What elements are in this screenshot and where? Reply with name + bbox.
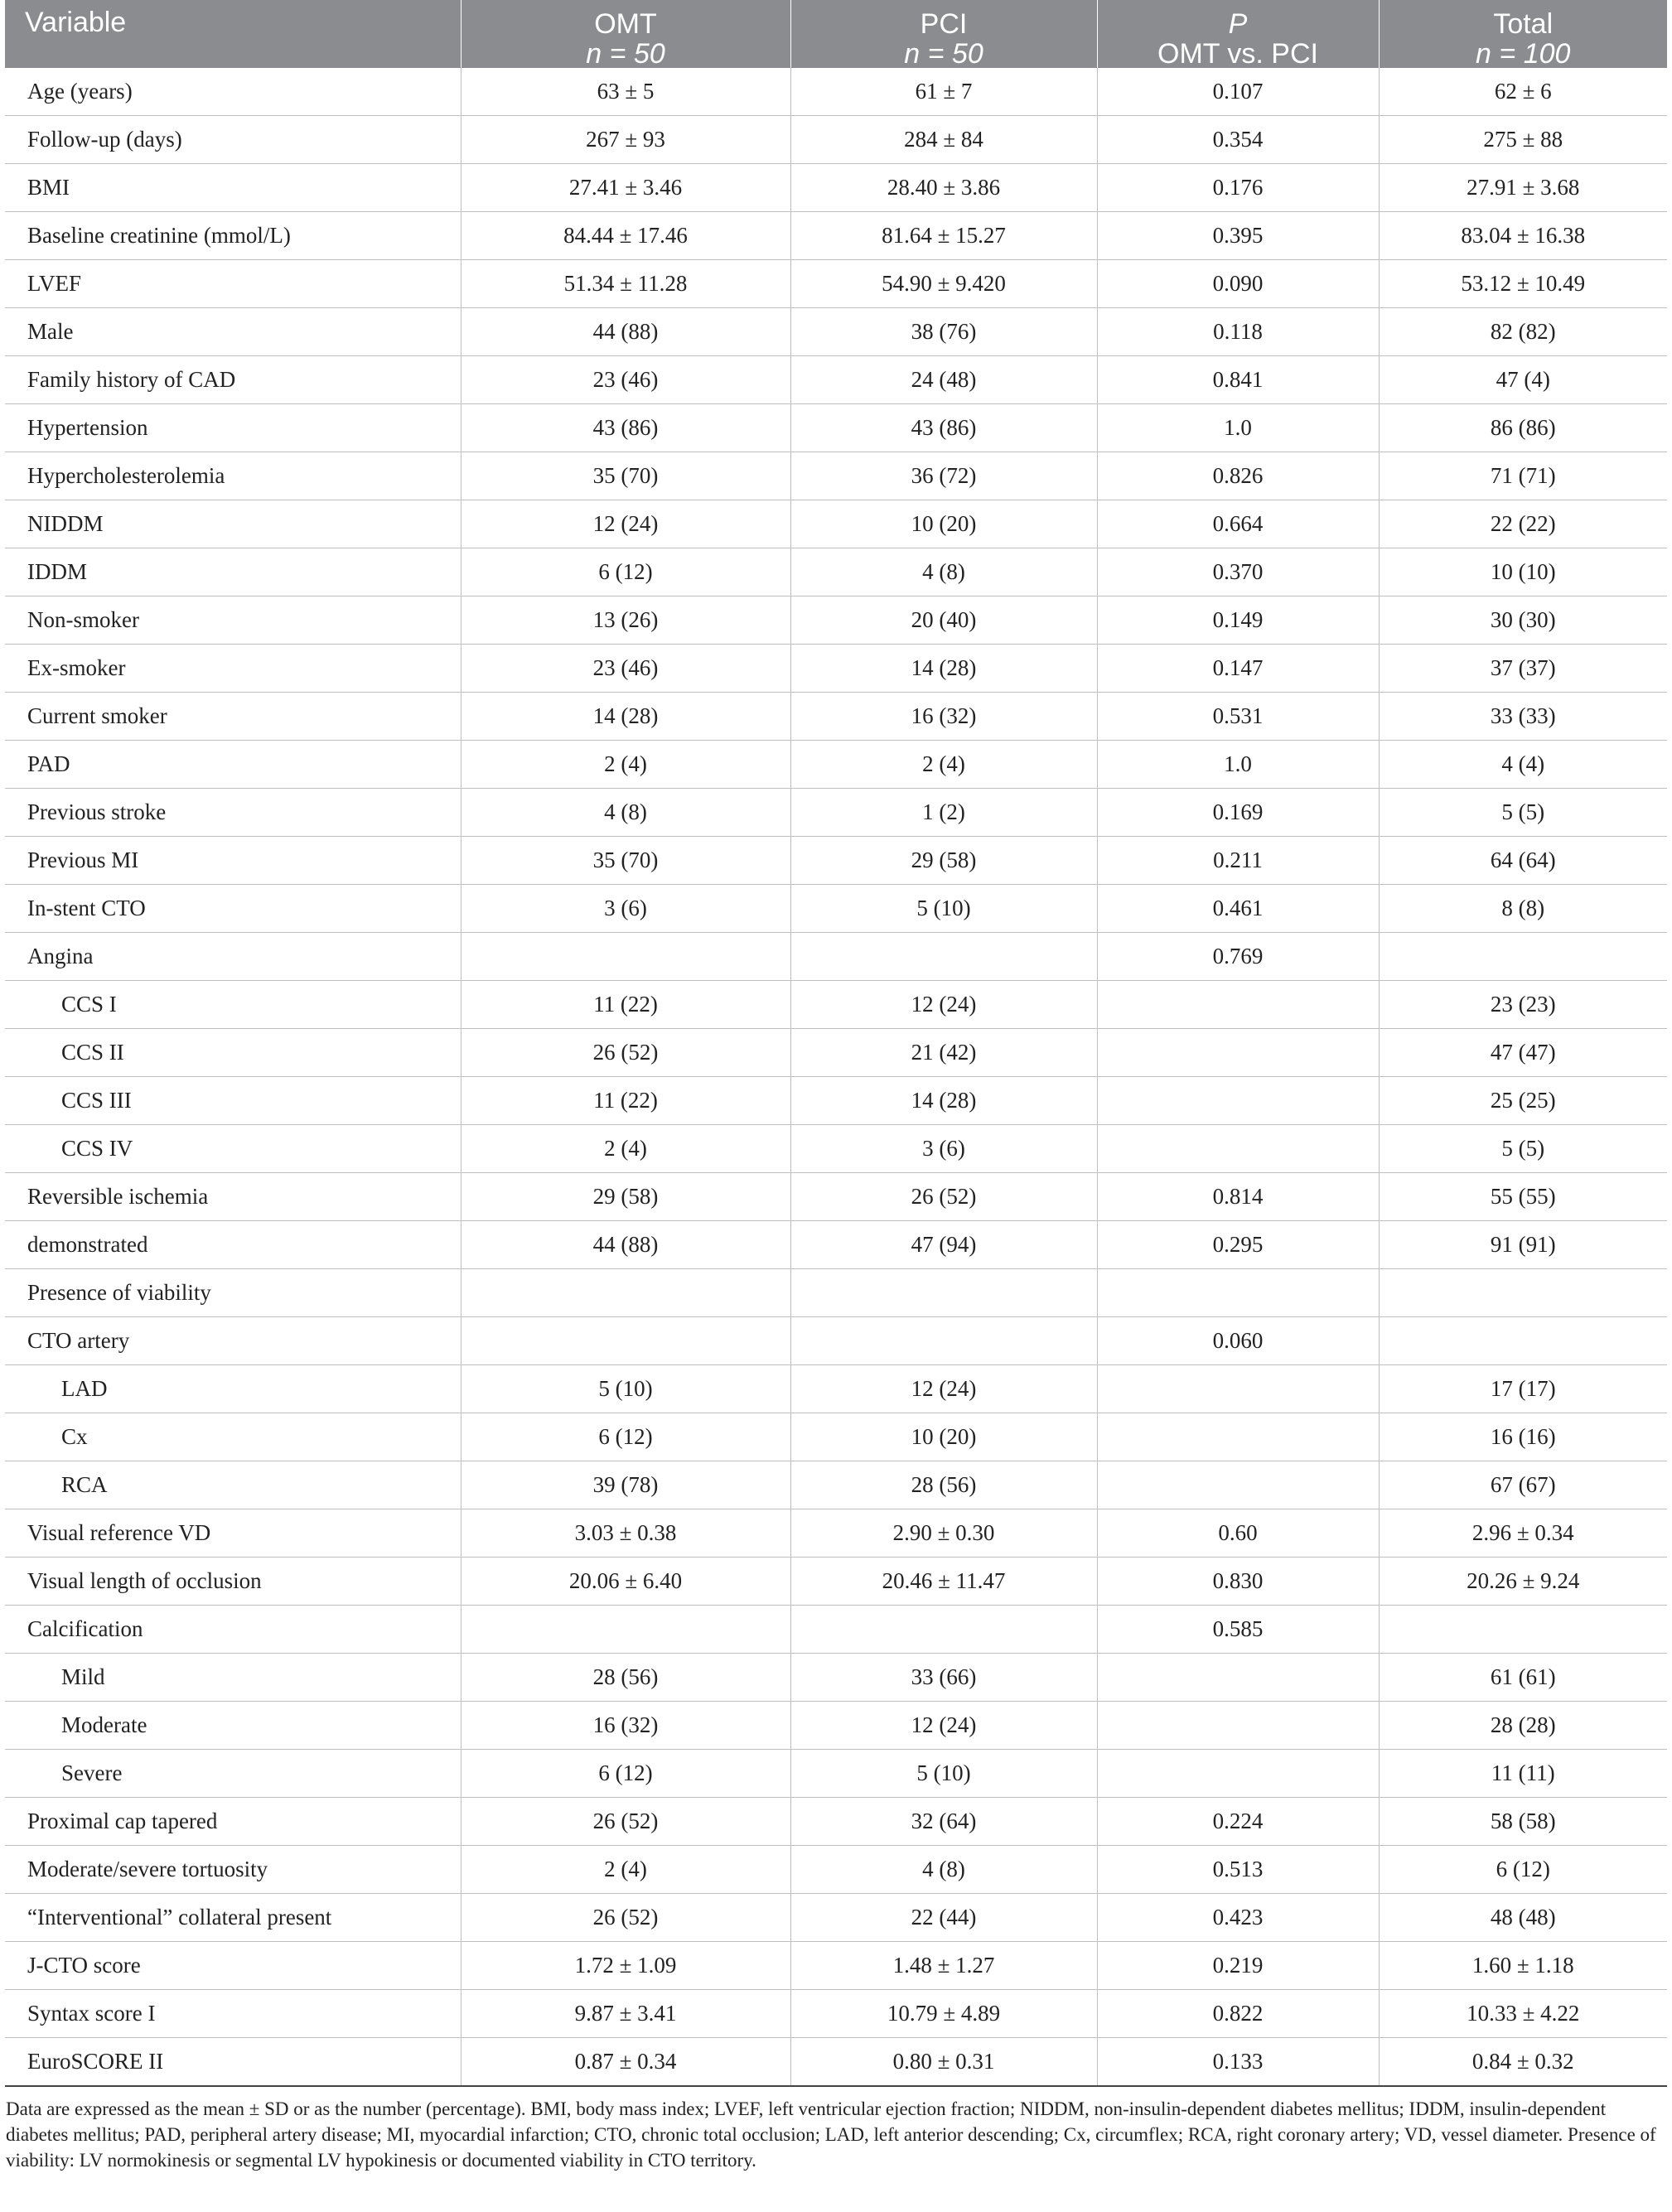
cell-total: 22 (22) <box>1379 500 1667 548</box>
table-row <box>5 885 1667 933</box>
cell-p <box>1097 981 1379 1029</box>
cell-p: 0.224 <box>1097 1798 1379 1846</box>
row-label: CTO artery <box>5 1317 461 1365</box>
cell-total <box>1379 933 1667 981</box>
cell-omt: 26 (52) <box>461 1798 790 1846</box>
cell-total: 275 ± 88 <box>1379 116 1667 164</box>
cell-total: 6 (12) <box>1379 1846 1667 1894</box>
table-row <box>5 1942 1667 1990</box>
row-label: Hypertension <box>5 404 461 452</box>
cell-p: 0.147 <box>1097 645 1379 693</box>
cell-omt: 14 (28) <box>461 693 790 741</box>
cell-total: 10 (10) <box>1379 548 1667 596</box>
cell-p: 0.60 <box>1097 1509 1379 1558</box>
table-row <box>5 1365 1667 1413</box>
table-footnote: Data are expressed as the mean ± SD or as the number (percentage). BMI, body mass index; LVEF, left ventricular ejection fraction; NIDDM, non-insulin-dependent diabetes mellitus; IDDM, insulin-dependent diabetes mellitus; PAD, peripheral artery disease; MI, myocardial infarction; CTO, chronic total occlusion; LAD, left anterior descending; Cx, circumflex; RCA, right coronary artery; VD, vessel diameter. Presence of viability: LV normokinesis or segmental LV hypokinesis or documented viability in CTO territory. <box>6 2099 1656 2171</box>
header-total-n: n = 100 <box>1476 38 1571 70</box>
row-label: RCA <box>5 1461 461 1509</box>
row-label: J-CTO score <box>5 1942 461 1990</box>
cell-pci: 61 ± 7 <box>790 68 1097 116</box>
header-pci-n: n = 50 <box>904 38 983 70</box>
table-row <box>5 1558 1667 1606</box>
row-label: Current smoker <box>5 693 461 741</box>
cell-pci: 1.48 ± 1.27 <box>790 1942 1097 1990</box>
cell-omt: 26 (52) <box>461 1894 790 1942</box>
cell-omt <box>461 1269 790 1317</box>
cell-pci: 36 (72) <box>790 452 1097 500</box>
table-row <box>5 260 1667 308</box>
cell-total: 83.04 ± 16.38 <box>1379 212 1667 260</box>
cell-omt: 11 (22) <box>461 1077 790 1125</box>
cell-p: 0.395 <box>1097 212 1379 260</box>
header-row <box>5 0 1667 68</box>
cell-total: 61 (61) <box>1379 1654 1667 1702</box>
cell-omt: 6 (12) <box>461 1413 790 1461</box>
cell-omt: 9.87 ± 3.41 <box>461 1990 790 2038</box>
cell-omt: 44 (88) <box>461 308 790 356</box>
row-label: Age (years) <box>5 68 461 116</box>
cell-omt <box>461 1317 790 1365</box>
cell-total: 47 (4) <box>1379 356 1667 404</box>
cell-pci: 28.40 ± 3.86 <box>790 164 1097 212</box>
cell-p: 0.219 <box>1097 1942 1379 1990</box>
cell-p: 0.461 <box>1097 885 1379 933</box>
cell-p <box>1097 1125 1379 1173</box>
row-label: BMI <box>5 164 461 212</box>
header-omt <box>461 0 790 68</box>
table-row <box>5 548 1667 596</box>
table-row <box>5 1846 1667 1894</box>
cell-pci: 5 (10) <box>790 885 1097 933</box>
cell-omt: 13 (26) <box>461 596 790 645</box>
cell-total: 5 (5) <box>1379 789 1667 837</box>
cell-p: 0.370 <box>1097 548 1379 596</box>
cell-total: 48 (48) <box>1379 1894 1667 1942</box>
cell-total: 55 (55) <box>1379 1173 1667 1221</box>
cell-total: 5 (5) <box>1379 1125 1667 1173</box>
row-label: Calcification <box>5 1606 461 1654</box>
cell-pci: 4 (8) <box>790 1846 1097 1894</box>
cell-omt: 5 (10) <box>461 1365 790 1413</box>
cell-p: 0.531 <box>1097 693 1379 741</box>
table-row <box>5 1029 1667 1077</box>
row-label: demonstrated <box>5 1221 461 1269</box>
cell-p: 0.090 <box>1097 260 1379 308</box>
header-pci <box>790 0 1097 68</box>
table-row <box>5 1413 1667 1461</box>
cell-pci: 33 (66) <box>790 1654 1097 1702</box>
cell-p: 0.841 <box>1097 356 1379 404</box>
cell-total: 23 (23) <box>1379 981 1667 1029</box>
cell-omt: 44 (88) <box>461 1221 790 1269</box>
cell-total: 53.12 ± 10.49 <box>1379 260 1667 308</box>
row-label: PAD <box>5 741 461 789</box>
table-row <box>5 693 1667 741</box>
row-label: Proximal cap tapered <box>5 1798 461 1846</box>
cell-total: 91 (91) <box>1379 1221 1667 1269</box>
table-row <box>5 404 1667 452</box>
table-row <box>5 68 1667 116</box>
table-row <box>5 212 1667 260</box>
cell-pci: 2.90 ± 0.30 <box>790 1509 1097 1558</box>
cell-omt: 16 (32) <box>461 1702 790 1750</box>
cell-pci: 0.80 ± 0.31 <box>790 2038 1097 2087</box>
cell-omt <box>461 933 790 981</box>
cell-p <box>1097 1269 1379 1317</box>
cell-p: 0.169 <box>1097 789 1379 837</box>
cell-omt: 6 (12) <box>461 1750 790 1798</box>
cell-p: 0.107 <box>1097 68 1379 116</box>
cell-omt: 3 (6) <box>461 885 790 933</box>
cell-p: 0.118 <box>1097 308 1379 356</box>
cell-omt: 267 ± 93 <box>461 116 790 164</box>
cell-omt: 23 (46) <box>461 645 790 693</box>
row-label: Visual reference VD <box>5 1509 461 1558</box>
cell-total: 4 (4) <box>1379 741 1667 789</box>
cell-pci: 26 (52) <box>790 1173 1097 1221</box>
row-label: Male <box>5 308 461 356</box>
cell-pci: 3 (6) <box>790 1125 1097 1173</box>
cell-pci <box>790 1317 1097 1365</box>
table-row <box>5 1606 1667 1654</box>
row-label: Moderate <box>5 1702 461 1750</box>
cell-omt: 2 (4) <box>461 1846 790 1894</box>
table-row <box>5 1894 1667 1942</box>
cell-omt: 63 ± 5 <box>461 68 790 116</box>
cell-pci: 24 (48) <box>790 356 1097 404</box>
cell-total: 2.96 ± 0.34 <box>1379 1509 1667 1558</box>
cell-pci: 12 (24) <box>790 1365 1097 1413</box>
cell-pci: 81.64 ± 15.27 <box>790 212 1097 260</box>
row-label: LVEF <box>5 260 461 308</box>
row-label: CCS III <box>5 1077 461 1125</box>
table-row <box>5 1509 1667 1558</box>
row-label: In-stent CTO <box>5 885 461 933</box>
header-variable-label: Variable <box>25 7 127 38</box>
row-label: Syntax score I <box>5 1990 461 2038</box>
cell-p <box>1097 1461 1379 1509</box>
cell-omt: 1.72 ± 1.09 <box>461 1942 790 1990</box>
cell-total: 67 (67) <box>1379 1461 1667 1509</box>
cell-omt: 3.03 ± 0.38 <box>461 1509 790 1558</box>
row-label: Hypercholesterolemia <box>5 452 461 500</box>
table-row <box>5 645 1667 693</box>
table-row <box>5 116 1667 164</box>
cell-pci: 16 (32) <box>790 693 1097 741</box>
table-row <box>5 1750 1667 1798</box>
cell-omt: 0.87 ± 0.34 <box>461 2038 790 2087</box>
cell-omt: 51.34 ± 11.28 <box>461 260 790 308</box>
cell-p: 0.830 <box>1097 1558 1379 1606</box>
cell-p: 0.585 <box>1097 1606 1379 1654</box>
cell-omt: 4 (8) <box>461 789 790 837</box>
cell-omt: 84.44 ± 17.46 <box>461 212 790 260</box>
cell-omt: 2 (4) <box>461 1125 790 1173</box>
row-label: Reversible ischemia <box>5 1173 461 1221</box>
cell-omt: 29 (58) <box>461 1173 790 1221</box>
cell-omt: 12 (24) <box>461 500 790 548</box>
cell-total: 33 (33) <box>1379 693 1667 741</box>
cell-total: 0.84 ± 0.32 <box>1379 2038 1667 2087</box>
cell-omt <box>461 1606 790 1654</box>
cell-omt: 27.41 ± 3.46 <box>461 164 790 212</box>
cell-p: 0.822 <box>1097 1990 1379 2038</box>
cell-total: 37 (37) <box>1379 645 1667 693</box>
cell-total: 16 (16) <box>1379 1413 1667 1461</box>
cell-pci: 54.90 ± 9.420 <box>790 260 1097 308</box>
table-row <box>5 1173 1667 1221</box>
cell-total <box>1379 1606 1667 1654</box>
cell-p: 0.423 <box>1097 1894 1379 1942</box>
table-row <box>5 1221 1667 1269</box>
header-total <box>1379 0 1667 68</box>
cell-omt: 43 (86) <box>461 404 790 452</box>
header-p-value <box>1097 0 1379 68</box>
cell-pci: 38 (76) <box>790 308 1097 356</box>
cell-total: 30 (30) <box>1379 596 1667 645</box>
row-label: Cx <box>5 1413 461 1461</box>
cell-omt: 20.06 ± 6.40 <box>461 1558 790 1606</box>
cell-total <box>1379 1269 1667 1317</box>
table-row <box>5 1077 1667 1125</box>
cell-pci: 14 (28) <box>790 1077 1097 1125</box>
cell-p: 0.664 <box>1097 500 1379 548</box>
cell-omt: 35 (70) <box>461 452 790 500</box>
cell-total <box>1379 1317 1667 1365</box>
cell-p: 0.149 <box>1097 596 1379 645</box>
cell-total: 25 (25) <box>1379 1077 1667 1125</box>
cell-p: 1.0 <box>1097 741 1379 789</box>
row-label: CCS IV <box>5 1125 461 1173</box>
cell-pci: 10 (20) <box>790 1413 1097 1461</box>
row-label: Previous MI <box>5 837 461 885</box>
cell-pci: 43 (86) <box>790 404 1097 452</box>
cell-total: 17 (17) <box>1379 1365 1667 1413</box>
cell-pci: 20.46 ± 11.47 <box>790 1558 1097 1606</box>
row-label: Previous stroke <box>5 789 461 837</box>
cell-p <box>1097 1413 1379 1461</box>
table-row <box>5 1798 1667 1846</box>
table-row <box>5 1990 1667 2038</box>
cell-omt: 6 (12) <box>461 548 790 596</box>
cell-p <box>1097 1702 1379 1750</box>
row-label: “Interventional” collateral present <box>5 1894 461 1942</box>
table-row <box>5 789 1667 837</box>
row-label: Visual length of occlusion <box>5 1558 461 1606</box>
cell-total: 28 (28) <box>1379 1702 1667 1750</box>
cell-p <box>1097 1750 1379 1798</box>
cell-omt: 11 (22) <box>461 981 790 1029</box>
cell-p: 0.176 <box>1097 164 1379 212</box>
cell-pci: 12 (24) <box>790 1702 1097 1750</box>
header-p-label: P <box>1228 8 1248 40</box>
cell-p: 0.060 <box>1097 1317 1379 1365</box>
row-label: Ex-smoker <box>5 645 461 693</box>
table-row <box>5 452 1667 500</box>
cell-total: 27.91 ± 3.68 <box>1379 164 1667 212</box>
cell-omt: 39 (78) <box>461 1461 790 1509</box>
header-pci-label: PCI <box>920 8 968 40</box>
cell-p <box>1097 1029 1379 1077</box>
cell-total: 82 (82) <box>1379 308 1667 356</box>
header-p-comparison: OMT vs. PCI <box>1157 38 1318 70</box>
cell-omt: 2 (4) <box>461 741 790 789</box>
cell-p: 0.826 <box>1097 452 1379 500</box>
table-row <box>5 837 1667 885</box>
row-label: Angina <box>5 933 461 981</box>
row-label: IDDM <box>5 548 461 596</box>
row-label: Severe <box>5 1750 461 1798</box>
cell-pci: 22 (44) <box>790 1894 1097 1942</box>
cell-pci: 10.79 ± 4.89 <box>790 1990 1097 2038</box>
cell-pci: 1 (2) <box>790 789 1097 837</box>
cell-pci <box>790 1606 1097 1654</box>
table-row <box>5 164 1667 212</box>
table-row <box>5 2038 1667 2087</box>
cell-total: 64 (64) <box>1379 837 1667 885</box>
table-row <box>5 1317 1667 1365</box>
table-row <box>5 1125 1667 1173</box>
table-row <box>5 741 1667 789</box>
row-label: Presence of viability <box>5 1269 461 1317</box>
row-label: Non-smoker <box>5 596 461 645</box>
row-label: LAD <box>5 1365 461 1413</box>
cell-p: 0.513 <box>1097 1846 1379 1894</box>
cell-omt: 35 (70) <box>461 837 790 885</box>
cell-pci: 21 (42) <box>790 1029 1097 1077</box>
table-row <box>5 596 1667 645</box>
cell-total: 20.26 ± 9.24 <box>1379 1558 1667 1606</box>
cell-total: 1.60 ± 1.18 <box>1379 1942 1667 1990</box>
table-row <box>5 981 1667 1029</box>
cell-total: 58 (58) <box>1379 1798 1667 1846</box>
cell-total: 71 (71) <box>1379 452 1667 500</box>
cell-p <box>1097 1365 1379 1413</box>
cell-omt: 28 (56) <box>461 1654 790 1702</box>
table-row <box>5 308 1667 356</box>
table-row <box>5 1461 1667 1509</box>
cell-pci: 5 (10) <box>790 1750 1097 1798</box>
row-label: Baseline creatinine (mmol/L) <box>5 212 461 260</box>
cell-p: 0.133 <box>1097 2038 1379 2087</box>
cell-pci: 47 (94) <box>790 1221 1097 1269</box>
cell-p <box>1097 1654 1379 1702</box>
cell-omt: 23 (46) <box>461 356 790 404</box>
cell-pci: 10 (20) <box>790 500 1097 548</box>
cell-total: 10.33 ± 4.22 <box>1379 1990 1667 2038</box>
baseline-characteristics-table <box>5 0 1667 2087</box>
cell-p: 1.0 <box>1097 404 1379 452</box>
table-row <box>5 500 1667 548</box>
cell-pci <box>790 933 1097 981</box>
header-variable <box>5 0 461 68</box>
row-label: Moderate/severe tortuosity <box>5 1846 461 1894</box>
table-document <box>5 0 1667 2173</box>
cell-pci <box>790 1269 1097 1317</box>
cell-total: 86 (86) <box>1379 404 1667 452</box>
table-row <box>5 933 1667 981</box>
row-label: Mild <box>5 1654 461 1702</box>
cell-p: 0.295 <box>1097 1221 1379 1269</box>
cell-total: 8 (8) <box>1379 885 1667 933</box>
cell-pci: 32 (64) <box>790 1798 1097 1846</box>
row-label: NIDDM <box>5 500 461 548</box>
row-label: CCS II <box>5 1029 461 1077</box>
cell-p: 0.814 <box>1097 1173 1379 1221</box>
table-row <box>5 1269 1667 1317</box>
cell-pci: 284 ± 84 <box>790 116 1097 164</box>
table-header <box>5 0 1667 68</box>
table-row <box>5 1702 1667 1750</box>
header-omt-n: n = 50 <box>586 38 665 70</box>
cell-p: 0.769 <box>1097 933 1379 981</box>
cell-pci: 14 (28) <box>790 645 1097 693</box>
cell-pci: 2 (4) <box>790 741 1097 789</box>
row-label: Follow-up (days) <box>5 116 461 164</box>
cell-total: 47 (47) <box>1379 1029 1667 1077</box>
cell-pci: 29 (58) <box>790 837 1097 885</box>
cell-pci: 28 (56) <box>790 1461 1097 1509</box>
row-label: Family history of CAD <box>5 356 461 404</box>
table-row <box>5 1654 1667 1702</box>
cell-total: 62 ± 6 <box>1379 68 1667 116</box>
cell-total: 11 (11) <box>1379 1750 1667 1798</box>
row-label: CCS I <box>5 981 461 1029</box>
row-label: EuroSCORE II <box>5 2038 461 2087</box>
cell-pci: 12 (24) <box>790 981 1097 1029</box>
table-row <box>5 356 1667 404</box>
table-body <box>5 68 1667 2086</box>
cell-p: 0.211 <box>1097 837 1379 885</box>
cell-omt: 26 (52) <box>461 1029 790 1077</box>
cell-p: 0.354 <box>1097 116 1379 164</box>
cell-pci: 20 (40) <box>790 596 1097 645</box>
header-omt-label: OMT <box>594 8 657 40</box>
header-total-label: Total <box>1493 8 1554 40</box>
cell-p <box>1097 1077 1379 1125</box>
cell-pci: 4 (8) <box>790 548 1097 596</box>
